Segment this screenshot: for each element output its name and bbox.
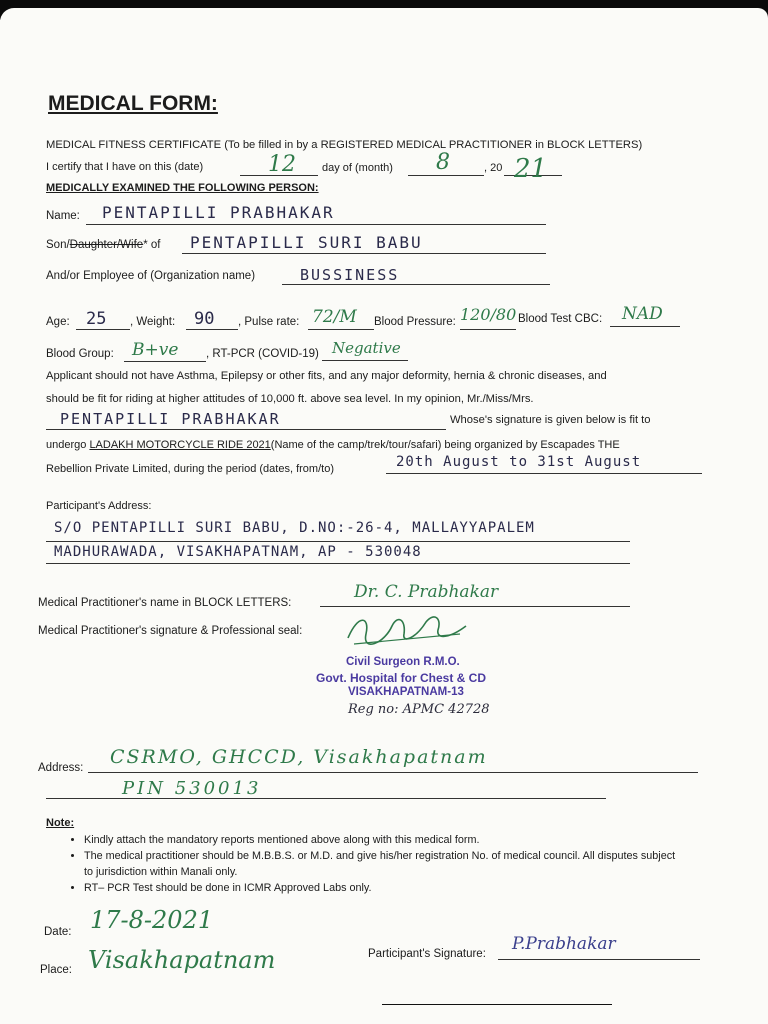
date-month-value[interactable]: 8 <box>436 150 450 175</box>
name-label: Name: <box>46 210 80 222</box>
son-of-label <box>46 239 160 251</box>
notes-list <box>46 832 684 896</box>
blood-group-line <box>124 361 206 362</box>
weight-line <box>186 329 238 330</box>
participant-signature-value[interactable]: P.Prabhakar <box>512 934 616 954</box>
opinion-name-line <box>46 429 446 430</box>
weight-value[interactable]: 90 <box>194 309 215 329</box>
cbc-line <box>610 326 680 327</box>
certify-prefix: I certify that I have on this (date) <box>46 161 204 173</box>
certificate-intro: MEDICAL FITNESS CERTIFICATE (To be filled in by a REGISTERED MEDICAL PRACTITIONER in BLOCK LETTERS) <box>46 139 643 151</box>
participant-signature-label: Participant's Signature: <box>368 948 486 960</box>
opinion-name-value[interactable]: PENTAPILLI PRABHAKAR <box>60 410 281 428</box>
employee-line <box>282 284 550 285</box>
bp-value[interactable]: 120/80 <box>460 305 517 324</box>
cbc-label: Blood Test CBC: <box>518 313 603 325</box>
note-label: Note: <box>46 817 75 829</box>
pulse-label: , Pulse rate: <box>238 316 300 328</box>
whose-signature-text: Whose's signature is given below is fit to <box>450 414 651 426</box>
weight-label: , Weight: <box>130 316 176 328</box>
participant-address-line-1[interactable]: S/O PENTAPILLI SURI BABU, D.NO:-26-4, MALLAYYAPALEM <box>54 520 535 536</box>
bp-label: Blood Pressure: <box>374 316 456 328</box>
applicant-line-1: Applicant should not have Asthma, Epilepsy or other fits, and any major deformity, hernia & chronic diseases, and <box>46 370 607 382</box>
name-value[interactable]: PENTAPILLI PRABHAKAR <box>102 203 335 222</box>
practitioner-name-label: Medical Practitioner's name in BLOCK LETTERS: <box>38 597 292 609</box>
name-line <box>86 224 546 225</box>
doctor-address-line-2[interactable]: PIN 530013 <box>122 778 262 799</box>
date-year-value[interactable]: 21 <box>514 154 548 184</box>
age-label: Age: <box>46 316 70 328</box>
undergo-suffix: (Name of the camp/trek/tour/safari) being organized by Escapades THE <box>270 439 620 451</box>
pulse-line <box>308 329 374 330</box>
stamp-line-3: VISAKHAPATNAM-13 <box>348 686 464 698</box>
date-label: Date: <box>44 926 72 938</box>
place-value[interactable]: Visakhapatnam <box>88 946 276 974</box>
form-title: MEDICAL FORM: <box>48 92 218 115</box>
place-label: Place: <box>40 964 72 976</box>
cbc-value[interactable]: NAD <box>622 304 663 324</box>
pulse-value[interactable]: 72/M <box>312 307 357 327</box>
son-of-value[interactable]: PENTAPILLI SURI BABU <box>190 233 423 252</box>
examined-heading: MEDICALLY EXAMINED THE FOLLOWING PERSON: <box>46 182 319 194</box>
date-value[interactable]: 17-8-2021 <box>90 906 214 934</box>
undergo-line <box>46 439 620 451</box>
practitioner-signature-label: Medical Practitioner's signature & Professional seal: <box>38 625 303 637</box>
bp-line <box>460 329 516 330</box>
son-of-line <box>182 253 546 254</box>
period-line <box>386 473 702 474</box>
rtpcr-label: , RT-PCR (COVID-19) <box>206 348 319 360</box>
stamp-line-1: Civil Surgeon R.M.O. <box>346 656 460 668</box>
son-of-label-struck: Daughter/Wife <box>69 239 144 251</box>
address-label: Address: <box>38 762 84 774</box>
registration-number: Reg no: APMC 42728 <box>348 702 490 717</box>
participant-signature-line <box>498 959 700 960</box>
practitioner-signature <box>340 604 480 652</box>
stamp-line-2: Govt. Hospital for Chest & CD <box>316 671 487 685</box>
doctor-address-line-1[interactable]: CSRMO, GHCCD, Visakhapatnam <box>110 746 488 768</box>
age-line <box>76 329 130 330</box>
employee-value[interactable]: BUSSINESS <box>300 266 400 284</box>
doctor-address-line-1-rule <box>88 772 698 773</box>
day-of-month-label: day of (month) <box>322 162 393 174</box>
applicant-line-2: should be fit for riding at higher attitudes of 10,000 ft. above sea level. In my opinion, Mr./Miss/Mrs. <box>46 393 534 405</box>
rtpcr-value[interactable]: Negative <box>332 339 401 357</box>
undergo-prefix: undergo <box>46 439 87 451</box>
event-name: LADAKH MOTORCYCLE RIDE 2021 <box>89 439 271 451</box>
period-value[interactable]: 20th August to 31st August <box>396 454 642 470</box>
blood-group-value[interactable]: B+ve <box>132 340 179 360</box>
practitioner-name-value[interactable]: Dr. C. Prabhakar <box>354 582 499 602</box>
son-of-label-suffix: * of <box>143 239 161 251</box>
participant-address-line-2[interactable]: MADHURAWADA, VISAKHAPATNAM, AP - 530048 <box>54 544 422 560</box>
bottom-rule <box>382 1004 612 1005</box>
address-line-2-rule <box>46 563 630 564</box>
rtpcr-line <box>322 360 408 361</box>
note-item: • Kindly attach the mandatory reports mentioned above along with this medical form. <box>84 832 684 848</box>
rebellion-line: Rebellion Private Limited, during the period (dates, from/to) <box>46 463 334 475</box>
note-item: • RT– PCR Test should be done in ICMR Approved Labs only. <box>84 880 684 896</box>
participant-address-label: Participant's Address: <box>46 500 152 512</box>
son-of-label-plain: Son/ <box>46 239 70 251</box>
employee-label: And/or Employee of (Organization name) <box>46 270 256 282</box>
note-item: • The medical practitioner should be M.B.B.S. or M.D. and give his/her registration No. of medical council. All disputes subject to jurisdiction within Manali only. <box>84 848 684 880</box>
date-month-line <box>408 175 484 176</box>
date-day-value[interactable]: 12 <box>268 152 296 177</box>
address-line-1-rule <box>46 541 630 542</box>
age-value[interactable]: 25 <box>86 309 107 329</box>
form-page <box>0 8 768 1024</box>
year-prefix: , 20 <box>484 162 503 174</box>
blood-group-label: Blood Group: <box>46 348 114 360</box>
